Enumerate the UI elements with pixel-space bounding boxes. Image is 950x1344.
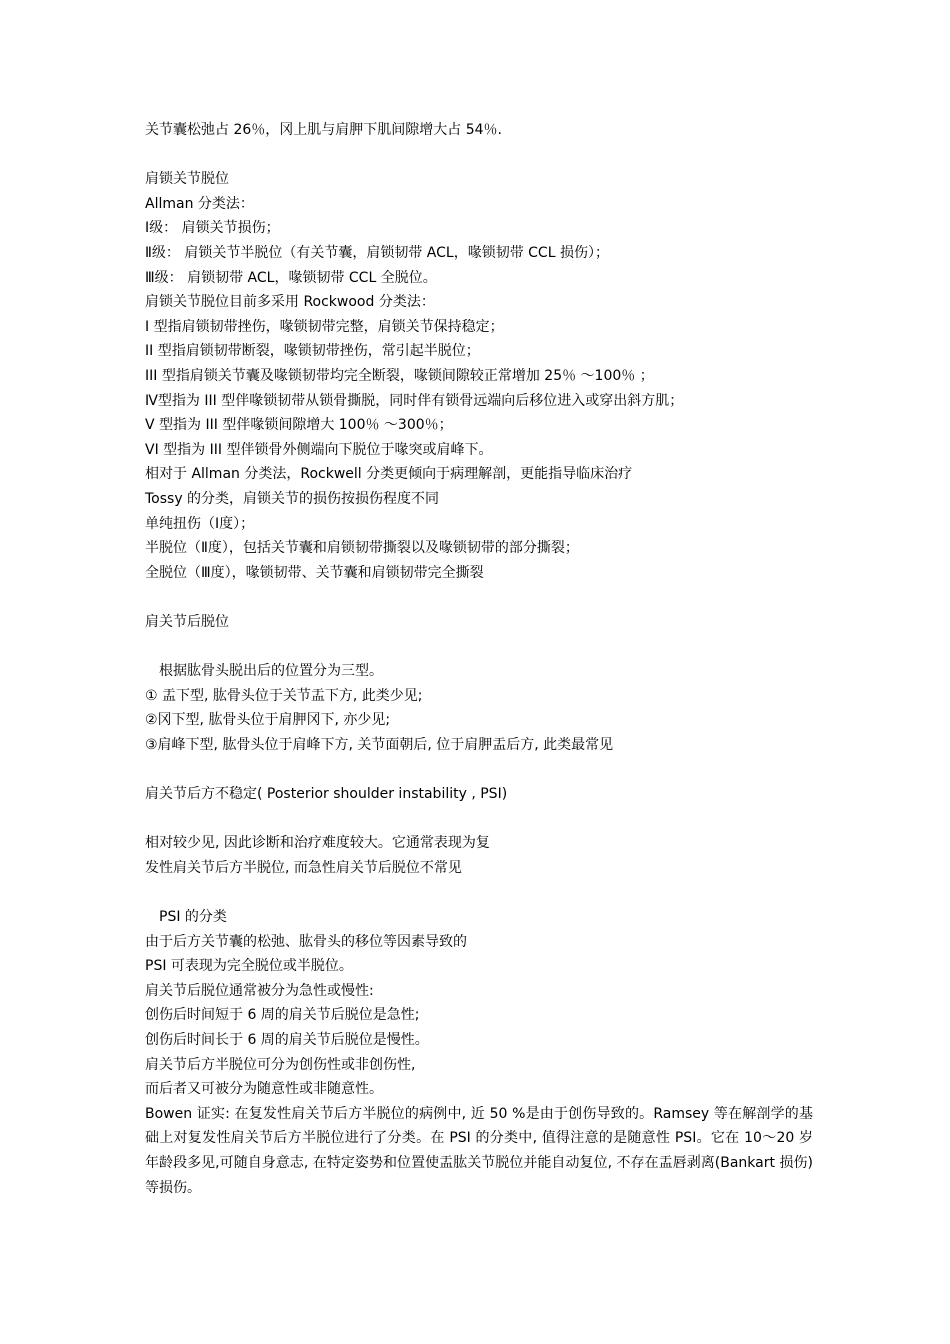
- text-line: 肩关节后脱位通常被分为急性或慢性:: [145, 982, 374, 999]
- text-line: 关节囊松弛占 26％，冈上肌与肩胛下肌间隙增大占 54％.: [145, 122, 502, 138]
- text-line: 而后者又可被分为随意性或非随意性。: [145, 1081, 383, 1098]
- text-line: Ⅲ级： 肩锁韧带 ACL，喙锁韧带 CCL 全脱位。: [145, 269, 437, 286]
- text-line: II 型指肩锁韧带断裂，喙锁韧带挫伤，常引起半脱位；: [145, 343, 480, 360]
- text-line: ②冈下型, 肱骨头位于肩胛冈下, 亦少见;: [145, 712, 391, 729]
- subheading-psi-classification: PSI 的分类: [159, 909, 227, 925]
- text-line: VI 型指为 III 型伴锁骨外侧端向下脱位于喙突或肩峰下。: [145, 441, 493, 458]
- text-line: 肩锁关节脱位目前多采用 Rockwood 分类法：: [145, 294, 435, 311]
- blank-line: [145, 807, 813, 832]
- text-line: 相对较少见, 因此诊断和治疗难度较大。它通常表现为复: [145, 835, 490, 852]
- blank-line: [145, 143, 813, 168]
- text-line: 全脱位（Ⅲ度），喙锁韧带、关节囊和肩锁韧带完全撕裂: [145, 564, 484, 581]
- text-line: 根据肱骨头脱出后的位置分为三型。: [159, 663, 383, 680]
- blank-line: [145, 757, 813, 782]
- text-line: ③肩峰下型, 肱骨头位于肩峰下方, 关节面朝后, 位于肩胛盂后方, 此类最常见: [145, 736, 614, 753]
- text-line: III 型指肩锁关节囊及喙锁韧带均完全断裂，喙锁间隙较正常增加 25％ ～100％ ；: [145, 367, 654, 384]
- document-body: [145, 118, 813, 1200]
- section-heading-ac-joint: 肩锁关节脱位: [145, 171, 229, 188]
- section-heading-posterior-dislocation: 肩关节后脱位: [145, 613, 229, 630]
- text-line: PSI 可表现为完全脱位或半脱位。: [145, 958, 353, 975]
- text-line: 由于后方关节囊的松弛、肱骨头的移位等因素导致的: [145, 933, 467, 950]
- blank-line: [145, 880, 813, 905]
- text-line: Tossy 的分类，肩锁关节的损伤按损伤程度不同: [145, 490, 440, 507]
- text-line: Ⅰ级： 肩锁关节损伤；: [145, 220, 280, 237]
- text-line: 创伤后时间短于 6 周的肩关节后脱位是急性;: [145, 1007, 420, 1024]
- text-line: 相对于 Allman 分类法，Rockwell 分类更倾向于病理解剖，更能指导临床治疗: [145, 466, 633, 483]
- text-line: 发性肩关节后方半脱位, 而急性肩关节后脱位不常见: [145, 859, 462, 876]
- text-line: Allman 分类法：: [145, 195, 254, 212]
- text-line: 半脱位（Ⅱ度），包括关节囊和肩锁韧带撕裂以及喙锁韧带的部分撕裂；: [145, 540, 579, 557]
- blank-line: [145, 585, 813, 610]
- final-paragraph: Bowen 证实: 在复发性肩关节后方半脱位的病例中, 近 50 %是由于创伤导致的。Ramsey 等在解剖学的基础上对复发性肩关节后方半脱位进行了分类。在 PSI 的分类中, 值得注意的是随意性 PSI。它在 10～20 岁年龄段多见,可随自身意志, 在特定姿势和位置使盂肱关节脱位并能自动复位, 不存在盂唇剥离(Bankart 损伤) 等损伤。: [145, 1105, 813, 1196]
- text-line: 创伤后时间长于 6 周的肩关节后脱位是慢性。: [145, 1031, 429, 1048]
- text-line: 肩关节后方半脱位可分为创伤性或非创伤性,: [145, 1056, 416, 1073]
- blank-line: [145, 634, 813, 659]
- text-line: V 型指为 III 型伴喙锁间隙增大 100％ ～300％；: [145, 417, 453, 434]
- text-line: Ⅳ型指为 III 型伴喙锁韧带从锁骨撕脱，同时伴有锁骨远端向后移位进入或穿出斜方肌；: [145, 392, 684, 409]
- text-line: ① 盂下型, 肱骨头位于关节盂下方, 此类少见;: [145, 687, 423, 704]
- section-heading-psi: 肩关节后方不稳定( Posterior shoulder instability , PSI): [145, 786, 508, 803]
- text-line: I 型指肩锁韧带挫伤，喙锁韧带完整，肩锁关节保持稳定；: [145, 318, 504, 335]
- text-line: Ⅱ级： 肩锁关节半脱位（有关节囊，肩锁韧带 ACL，喙锁韧带 CCL 损伤）；: [145, 244, 609, 261]
- text-line: 单纯扭伤（Ⅰ度）；: [145, 515, 255, 532]
